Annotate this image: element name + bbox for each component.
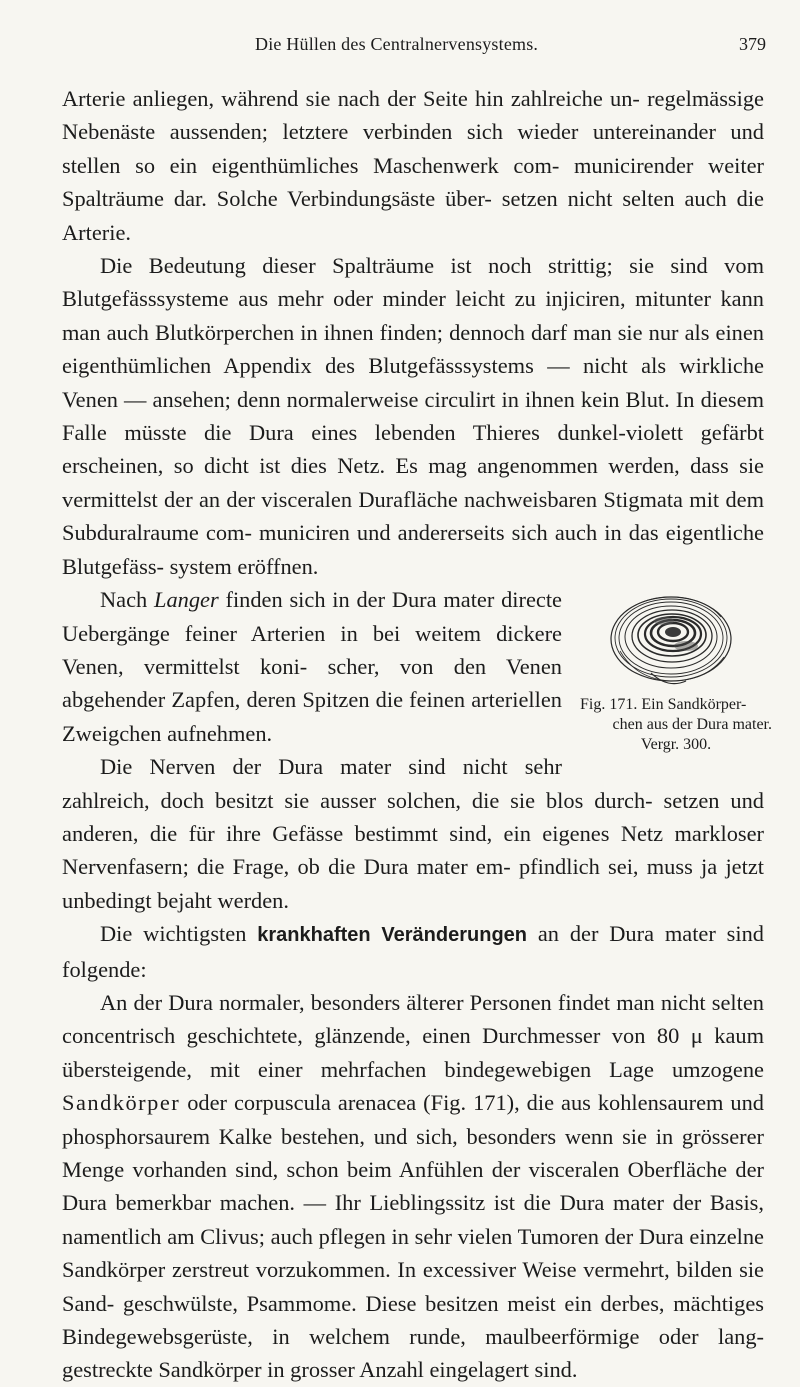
paragraph-6	[62, 986, 764, 1387]
caption-line-3: Vergr. 300.	[640, 736, 712, 754]
paragraph-3-rest: finden sich in der Dura mater directe Uebergänge feiner Arterien in bei weitem dickere Venen, vermittelst koni- scher, von den Venen abgehender Zapfen, deren Spitzen die feinen arteriellen Zweigchen aufnehmen.	[62, 587, 562, 746]
caption-line-1: Fig. 171. Ein Sandkörper-	[580, 696, 747, 714]
bold-term: krankhaften Veränderungen	[257, 924, 528, 947]
running-title: Die Hüllen des Centralnervensystems.	[255, 34, 539, 54]
paragraph-4: Die Nerven der Dura mater sind nicht sehr zahlreich, doch besitzt sie ausser solchen, die sie blos durch- setzen und anderen, die für ihre Gefässe bestimmt sind, ein eigenes Netz markloser Nervenfasern; die Frage, ob die Dura mater em- pfindlich sei, muss ja jetzt unbedingt bejaht werden.	[62, 754, 764, 913]
paragraph-1: Arterie anliegen, während sie nach der Seite hin zahlreiche un- regelmässige Nebenäste aussenden; letztere verbinden sich wieder untereinander und stellen so ein eigenthümliches Maschenwerk com- municirender weiter Spalträume dar. Solche Verbindungsäste über- setzen nicht selten auch die Arterie.	[62, 86, 764, 245]
paragraph-2: Die Bedeutung dieser Spalträume ist noch strittig; sie sind vom Blutgefässsysteme aus mehr oder minder leicht zu injiciren, mitunter kann man auch Blutkörperchen in ihnen finden; dennoch darf man sie nur als einen eigenthümlichen Appendix des Blutgefässsystems — nicht als wirkliche Venen — ansehen; denn normalerweise circulirt in ihnen kein Blut. In diesem Falle müsste die Dura eines lebenden Thieres dunkel-violett gefärbt erscheinen, so dicht ist dies Netz. Es mag angenommen werden, dass sie vermittelst der an der visceralen Durafläche nachweisbaren Stigmata mit dem Subduralraume com- municiren und andererseits sich auch in das eigentliche Blutgefäss- system eröffnen.	[62, 253, 764, 579]
running-header	[0, 34, 800, 58]
paragraph-5	[62, 917, 764, 986]
paragraph-6-start: An der Dura normaler, besonders älterer Personen findet man nicht selten concentrisch geschichtete, glänzende, einen Durchmesser von 80 μ kaum übersteigende, mit einer mehrfachen bindegewebigen Lage umzogene	[62, 989, 764, 1082]
paragraph-5-rest: an der Dura mater sind folgende:	[62, 921, 764, 982]
author-name: Langer	[154, 587, 219, 613]
sand-body-illustration	[606, 591, 736, 691]
figure-171	[572, 585, 772, 781]
caption-line-2: chen aus der Dura mater.	[612, 716, 772, 734]
figure-caption	[580, 695, 772, 755]
paragraph-6-rest: oder corpuscula arenacea (Fig. 171), die aus kohlensaurem und phosphorsaurem Kalke bestehen, und sich, besonders wenn sie in grösserer Menge vorhanden sind, schon beim Anfühlen der visceralen Oberfläche der Dura bemerkbar machen. — Ihr Lieblingssitz ist die Dura mater der Basis, namentlich am Clivus; auch pflegen in sehr vielen Tumoren der Dura einzelne Sandkörper zerstreut vorzukommen. In excessiver Weise vermehrt, bilden sie Sand- geschwülste, Psammome. Diese besitzen meist ein derbes, mächtiges Bindegewebsgerüste, in welchem runde, maulbeerförmige oder lang- gestreckte Sandkörper in grosser Anzahl eingelagert sind.	[62, 1090, 764, 1383]
page-number: 379	[739, 34, 766, 54]
body-text	[62, 82, 772, 1387]
paragraph-5-start: Die wichtigsten	[100, 921, 258, 947]
spaced-term: Sandkörper	[62, 1090, 181, 1116]
paragraph-3-start: Nach	[100, 587, 155, 613]
